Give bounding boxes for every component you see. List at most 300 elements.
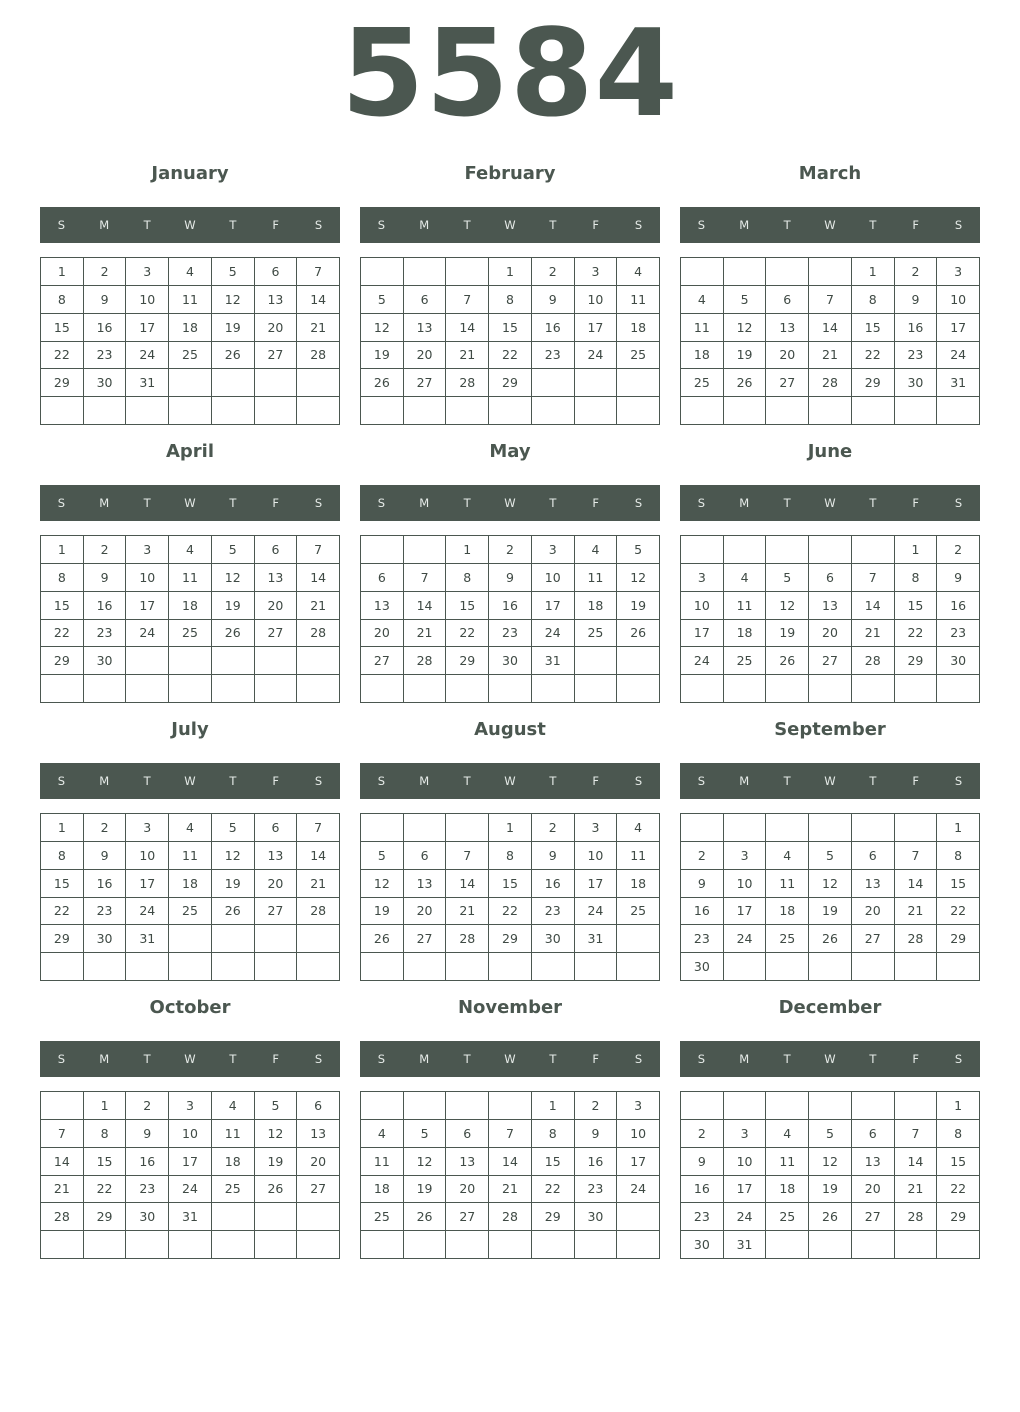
- month-name: February: [464, 163, 556, 184]
- weekday-label: F: [592, 774, 600, 788]
- weekday-label: S: [697, 496, 706, 510]
- day-cell: 2: [84, 814, 127, 842]
- day-cell: 29: [895, 647, 938, 675]
- empty-day-cell: [532, 397, 575, 425]
- day-cell: 2: [489, 536, 532, 564]
- day-cell: 10: [126, 842, 169, 870]
- day-cell: 12: [617, 564, 660, 592]
- weekday-label: M: [419, 496, 430, 510]
- day-cell: 29: [852, 369, 895, 397]
- day-cell: 8: [937, 842, 980, 870]
- weekday-label: M: [739, 496, 750, 510]
- empty-day-cell: [852, 397, 895, 425]
- day-cell: 6: [255, 814, 298, 842]
- day-cell: 20: [404, 898, 447, 926]
- weekday-label: W: [824, 218, 836, 232]
- month-april: [40, 438, 340, 708]
- day-cell: 30: [489, 647, 532, 675]
- empty-day-cell: [852, 675, 895, 703]
- day-cell: 4: [617, 258, 660, 286]
- empty-day-cell: [895, 1231, 938, 1259]
- day-cell: 13: [255, 286, 298, 314]
- empty-day-cell: [809, 536, 852, 564]
- month-name: August: [474, 719, 546, 740]
- empty-day-cell: [212, 1231, 255, 1259]
- empty-day-cell: [126, 397, 169, 425]
- day-cell: 17: [724, 1176, 767, 1204]
- day-cell: 25: [361, 1203, 404, 1231]
- day-cell: 24: [575, 898, 618, 926]
- day-cell: 1: [489, 258, 532, 286]
- empty-day-cell: [895, 1092, 938, 1120]
- empty-day-cell: [575, 675, 618, 703]
- weekday-label: T: [229, 1052, 237, 1066]
- weekday-label: T: [549, 1052, 557, 1066]
- day-cell: 1: [41, 814, 84, 842]
- day-cell: 15: [852, 314, 895, 342]
- empty-day-cell: [895, 675, 938, 703]
- day-cell: 28: [41, 1203, 84, 1231]
- day-cell: 6: [852, 842, 895, 870]
- day-cell: 1: [852, 258, 895, 286]
- empty-day-cell: [617, 675, 660, 703]
- weekday-label: F: [592, 496, 600, 510]
- empty-day-cell: [446, 397, 489, 425]
- empty-day-cell: [361, 397, 404, 425]
- day-cell: 10: [681, 592, 724, 620]
- day-cell: 15: [84, 1148, 127, 1176]
- day-cell: 23: [84, 620, 127, 648]
- empty-day-cell: [681, 258, 724, 286]
- empty-day-cell: [169, 1231, 212, 1259]
- month-name: June: [807, 441, 853, 462]
- weekday-label: W: [504, 774, 516, 788]
- day-cell: 16: [532, 870, 575, 898]
- days-grid: [40, 1091, 340, 1259]
- day-cell: 18: [169, 314, 212, 342]
- empty-day-cell: [809, 814, 852, 842]
- empty-day-cell: [404, 258, 447, 286]
- day-cell: 30: [84, 925, 127, 953]
- empty-day-cell: [361, 814, 404, 842]
- day-cell: 20: [255, 314, 298, 342]
- empty-day-cell: [404, 536, 447, 564]
- day-cell: 8: [84, 1120, 127, 1148]
- day-cell: 21: [895, 1176, 938, 1204]
- day-cell: 25: [681, 369, 724, 397]
- days-grid: [680, 813, 980, 981]
- day-cell: 24: [126, 620, 169, 648]
- weekday-header: [680, 485, 980, 521]
- day-cell: 4: [212, 1092, 255, 1120]
- empty-day-cell: [852, 1231, 895, 1259]
- day-cell: 4: [766, 842, 809, 870]
- empty-day-cell: [766, 814, 809, 842]
- day-cell: 26: [361, 369, 404, 397]
- weekday-label: F: [592, 1052, 600, 1066]
- day-cell: 5: [255, 1092, 298, 1120]
- day-cell: 17: [937, 314, 980, 342]
- day-cell: 7: [852, 564, 895, 592]
- day-cell: 8: [489, 286, 532, 314]
- empty-day-cell: [766, 397, 809, 425]
- day-cell: 26: [617, 620, 660, 648]
- weekday-label: S: [377, 496, 386, 510]
- day-cell: 30: [84, 647, 127, 675]
- weekday-label: T: [549, 218, 557, 232]
- day-cell: 12: [361, 314, 404, 342]
- day-cell: 18: [169, 592, 212, 620]
- day-cell: 27: [361, 647, 404, 675]
- empty-day-cell: [852, 536, 895, 564]
- day-cell: 5: [404, 1120, 447, 1148]
- empty-day-cell: [575, 647, 618, 675]
- day-cell: 20: [446, 1176, 489, 1204]
- weekday-header: [680, 763, 980, 799]
- empty-day-cell: [255, 369, 298, 397]
- day-cell: 6: [852, 1120, 895, 1148]
- empty-day-cell: [489, 675, 532, 703]
- day-cell: 18: [766, 898, 809, 926]
- empty-day-cell: [809, 258, 852, 286]
- day-cell: 7: [895, 1120, 938, 1148]
- day-cell: 4: [169, 536, 212, 564]
- day-cell: 16: [84, 314, 127, 342]
- day-cell: 9: [126, 1120, 169, 1148]
- day-cell: 24: [937, 342, 980, 370]
- day-cell: 30: [575, 1203, 618, 1231]
- weekday-header: [360, 207, 660, 243]
- empty-day-cell: [169, 675, 212, 703]
- day-cell: 22: [937, 1176, 980, 1204]
- day-cell: 22: [937, 898, 980, 926]
- day-cell: 19: [361, 342, 404, 370]
- weekday-header: [360, 763, 660, 799]
- day-cell: 4: [724, 564, 767, 592]
- empty-day-cell: [446, 1231, 489, 1259]
- day-cell: 19: [724, 342, 767, 370]
- day-cell: 19: [212, 314, 255, 342]
- day-cell: 21: [895, 898, 938, 926]
- day-cell: 31: [724, 1231, 767, 1259]
- day-cell: 3: [617, 1092, 660, 1120]
- weekday-label: W: [184, 218, 196, 232]
- weekday-header: [40, 763, 340, 799]
- day-cell: 27: [404, 925, 447, 953]
- empty-day-cell: [297, 925, 340, 953]
- empty-day-cell: [255, 925, 298, 953]
- weekday-label: T: [463, 496, 471, 510]
- day-cell: 1: [446, 536, 489, 564]
- day-cell: 21: [297, 592, 340, 620]
- empty-day-cell: [212, 647, 255, 675]
- day-cell: 8: [41, 286, 84, 314]
- weekday-label: S: [954, 496, 963, 510]
- day-cell: 20: [852, 1176, 895, 1204]
- weekday-label: T: [869, 496, 877, 510]
- day-cell: 21: [404, 620, 447, 648]
- day-cell: 15: [41, 870, 84, 898]
- empty-day-cell: [361, 953, 404, 981]
- weekday-header: [680, 207, 980, 243]
- day-cell: 13: [361, 592, 404, 620]
- day-cell: 22: [852, 342, 895, 370]
- weekday-label: T: [783, 774, 791, 788]
- weekday-label: W: [504, 218, 516, 232]
- day-cell: 18: [361, 1176, 404, 1204]
- day-cell: 25: [766, 925, 809, 953]
- weekday-label: F: [912, 218, 920, 232]
- weekday-label: S: [697, 1052, 706, 1066]
- day-cell: 9: [84, 842, 127, 870]
- weekday-label: W: [184, 774, 196, 788]
- weekday-label: S: [377, 218, 386, 232]
- day-cell: 23: [575, 1176, 618, 1204]
- day-cell: 21: [297, 314, 340, 342]
- day-cell: 28: [852, 647, 895, 675]
- weekday-label: T: [143, 1052, 151, 1066]
- weekday-label: S: [634, 774, 643, 788]
- day-cell: 27: [255, 342, 298, 370]
- day-cell: 13: [404, 314, 447, 342]
- day-cell: 21: [41, 1176, 84, 1204]
- day-cell: 24: [126, 898, 169, 926]
- days-grid: [680, 535, 980, 703]
- month-name: May: [489, 441, 531, 462]
- day-cell: 16: [84, 592, 127, 620]
- empty-day-cell: [169, 925, 212, 953]
- day-cell: 9: [575, 1120, 618, 1148]
- day-cell: 28: [297, 898, 340, 926]
- day-cell: 17: [169, 1148, 212, 1176]
- empty-day-cell: [361, 536, 404, 564]
- day-cell: 16: [489, 592, 532, 620]
- day-cell: 31: [169, 1203, 212, 1231]
- weekday-label: S: [377, 774, 386, 788]
- weekday-label: S: [314, 496, 323, 510]
- day-cell: 7: [895, 842, 938, 870]
- month-november: [360, 994, 660, 1264]
- empty-day-cell: [41, 953, 84, 981]
- day-cell: 8: [489, 842, 532, 870]
- day-cell: 31: [937, 369, 980, 397]
- day-cell: 13: [404, 870, 447, 898]
- empty-day-cell: [724, 536, 767, 564]
- empty-day-cell: [297, 647, 340, 675]
- day-cell: 24: [681, 647, 724, 675]
- day-cell: 6: [255, 258, 298, 286]
- day-cell: 23: [532, 342, 575, 370]
- day-cell: 14: [446, 314, 489, 342]
- empty-day-cell: [489, 953, 532, 981]
- day-cell: 10: [724, 1148, 767, 1176]
- weekday-label: T: [229, 496, 237, 510]
- day-cell: 31: [532, 647, 575, 675]
- empty-day-cell: [404, 1231, 447, 1259]
- day-cell: 20: [766, 342, 809, 370]
- days-grid: [360, 813, 660, 981]
- weekday-label: M: [419, 218, 430, 232]
- empty-day-cell: [41, 1231, 84, 1259]
- day-cell: 28: [446, 925, 489, 953]
- day-cell: 23: [895, 342, 938, 370]
- day-cell: 10: [617, 1120, 660, 1148]
- day-cell: 22: [41, 898, 84, 926]
- days-grid: [40, 813, 340, 981]
- day-cell: 27: [852, 1203, 895, 1231]
- day-cell: 2: [84, 536, 127, 564]
- day-cell: 16: [532, 314, 575, 342]
- day-cell: 28: [895, 1203, 938, 1231]
- day-cell: 13: [446, 1148, 489, 1176]
- day-cell: 27: [852, 925, 895, 953]
- weekday-label: W: [824, 496, 836, 510]
- empty-day-cell: [41, 675, 84, 703]
- day-cell: 3: [126, 536, 169, 564]
- weekday-label: S: [634, 218, 643, 232]
- day-cell: 15: [937, 1148, 980, 1176]
- day-cell: 9: [84, 564, 127, 592]
- day-cell: 16: [937, 592, 980, 620]
- day-cell: 17: [617, 1148, 660, 1176]
- day-cell: 9: [895, 286, 938, 314]
- day-cell: 17: [575, 314, 618, 342]
- day-cell: 18: [212, 1148, 255, 1176]
- day-cell: 10: [724, 870, 767, 898]
- day-cell: 22: [489, 342, 532, 370]
- day-cell: 7: [297, 536, 340, 564]
- weekday-label: T: [463, 218, 471, 232]
- day-cell: 16: [126, 1148, 169, 1176]
- day-cell: 13: [809, 592, 852, 620]
- day-cell: 28: [404, 647, 447, 675]
- empty-day-cell: [575, 397, 618, 425]
- day-cell: 24: [532, 620, 575, 648]
- day-cell: 2: [532, 258, 575, 286]
- empty-day-cell: [169, 369, 212, 397]
- day-cell: 26: [766, 647, 809, 675]
- day-cell: 14: [895, 1148, 938, 1176]
- weekday-label: T: [143, 774, 151, 788]
- day-cell: 19: [809, 1176, 852, 1204]
- empty-day-cell: [489, 1231, 532, 1259]
- empty-day-cell: [84, 1231, 127, 1259]
- empty-day-cell: [809, 1231, 852, 1259]
- day-cell: 22: [41, 342, 84, 370]
- day-cell: 29: [489, 369, 532, 397]
- empty-day-cell: [895, 953, 938, 981]
- day-cell: 6: [809, 564, 852, 592]
- day-cell: 14: [297, 286, 340, 314]
- day-cell: 5: [212, 814, 255, 842]
- day-cell: 25: [212, 1176, 255, 1204]
- day-cell: 6: [255, 536, 298, 564]
- weekday-label: M: [419, 1052, 430, 1066]
- day-cell: 28: [446, 369, 489, 397]
- empty-day-cell: [852, 1092, 895, 1120]
- day-cell: 20: [297, 1148, 340, 1176]
- day-cell: 18: [724, 620, 767, 648]
- day-cell: 3: [575, 814, 618, 842]
- day-cell: 16: [681, 898, 724, 926]
- empty-day-cell: [766, 536, 809, 564]
- day-cell: 12: [212, 286, 255, 314]
- day-cell: 22: [895, 620, 938, 648]
- day-cell: 24: [617, 1176, 660, 1204]
- weekday-label: F: [912, 496, 920, 510]
- day-cell: 2: [895, 258, 938, 286]
- day-cell: 6: [297, 1092, 340, 1120]
- day-cell: 10: [532, 564, 575, 592]
- weekday-label: M: [99, 774, 110, 788]
- day-cell: 5: [724, 286, 767, 314]
- day-cell: 11: [766, 1148, 809, 1176]
- day-cell: 11: [212, 1120, 255, 1148]
- weekday-label: T: [463, 1052, 471, 1066]
- month-name: July: [171, 719, 209, 740]
- day-cell: 30: [532, 925, 575, 953]
- day-cell: 11: [169, 842, 212, 870]
- day-cell: 6: [446, 1120, 489, 1148]
- empty-day-cell: [41, 1092, 84, 1120]
- weekday-label: F: [272, 1052, 280, 1066]
- empty-day-cell: [404, 953, 447, 981]
- day-cell: 15: [895, 592, 938, 620]
- empty-day-cell: [681, 675, 724, 703]
- month-february: [360, 160, 660, 430]
- weekday-header: [40, 1041, 340, 1077]
- day-cell: 19: [212, 870, 255, 898]
- month-name: November: [457, 997, 563, 1018]
- empty-day-cell: [212, 925, 255, 953]
- weekday-label: S: [954, 1052, 963, 1066]
- empty-day-cell: [212, 953, 255, 981]
- empty-day-cell: [681, 1092, 724, 1120]
- day-cell: 4: [617, 814, 660, 842]
- day-cell: 19: [361, 898, 404, 926]
- days-grid: [40, 257, 340, 425]
- day-cell: 13: [297, 1120, 340, 1148]
- day-cell: 19: [617, 592, 660, 620]
- weekday-label: S: [634, 1052, 643, 1066]
- day-cell: 4: [681, 286, 724, 314]
- day-cell: 10: [126, 564, 169, 592]
- empty-day-cell: [532, 1231, 575, 1259]
- weekday-label: T: [869, 774, 877, 788]
- empty-day-cell: [766, 675, 809, 703]
- day-cell: 20: [255, 592, 298, 620]
- day-cell: 19: [766, 620, 809, 648]
- day-cell: 21: [297, 870, 340, 898]
- day-cell: 7: [446, 842, 489, 870]
- day-cell: 10: [126, 286, 169, 314]
- empty-day-cell: [532, 675, 575, 703]
- day-cell: 10: [575, 842, 618, 870]
- month-september: [680, 716, 980, 986]
- day-cell: 5: [212, 258, 255, 286]
- day-cell: 17: [532, 592, 575, 620]
- day-cell: 4: [361, 1120, 404, 1148]
- weekday-label: T: [869, 1052, 877, 1066]
- day-cell: 7: [297, 814, 340, 842]
- day-cell: 1: [895, 536, 938, 564]
- weekday-label: W: [824, 1052, 836, 1066]
- day-cell: 5: [809, 1120, 852, 1148]
- day-cell: 30: [937, 647, 980, 675]
- day-cell: 25: [169, 342, 212, 370]
- day-cell: 9: [532, 842, 575, 870]
- day-cell: 23: [126, 1176, 169, 1204]
